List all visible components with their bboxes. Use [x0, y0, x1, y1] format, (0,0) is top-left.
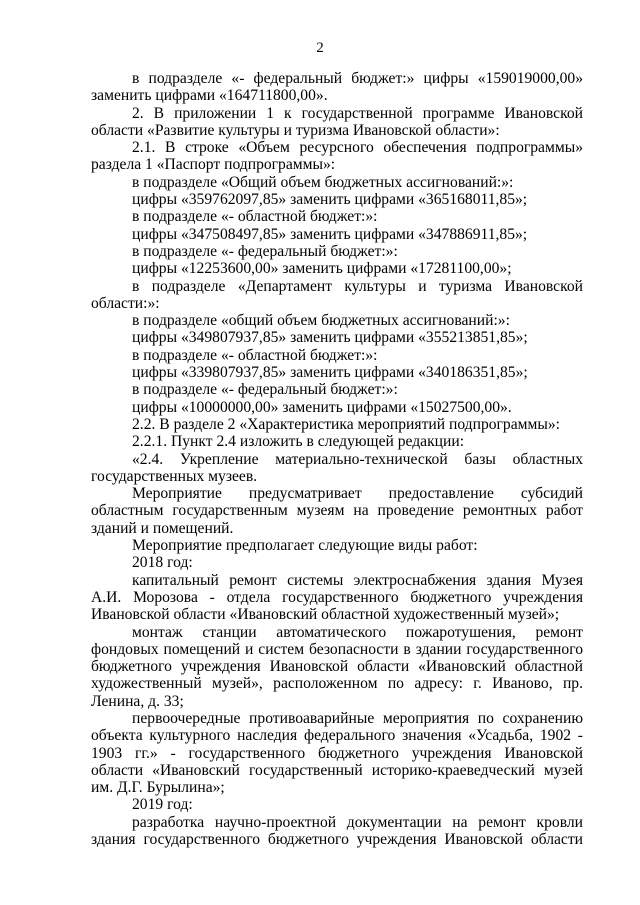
paragraph: 2.1. В строке «Объем ресурсного обеспечения подпрограммы» раздела 1 «Паспорт подпрограммы»: [91, 139, 583, 174]
paragraph: монтаж станции автоматического пожаротушения, ремонт фондовых помещений и систем безопасности в здании государственного бюджетного учреждения Ивановской области «Ивановский областной художественный музей», расположенном по адресу: г. Иваново, пр. Ленина, д. 33; [91, 623, 583, 710]
paragraph: «2.4. Укрепление материально-технической базы областных государственных музеев. [91, 450, 583, 485]
paragraph: в подразделе «- федеральный бюджет:»: [132, 381, 398, 399]
paragraph: в подразделе «- федеральный бюджет:»: [132, 242, 398, 260]
paragraph: 2.2.1. Пункт 2.4 изложить в следующей редакции: [132, 433, 465, 451]
paragraph: цифры «359762097,85» заменить цифрами «365168011,85»; [132, 191, 528, 209]
page-number: 2 [316, 40, 324, 56]
paragraph: капитальный ремонт системы электроснабжения здания Музея А.И. Морозова - отдела государственного бюджетного учреждения Ивановской области «Ивановский областной художественный музей»; [91, 571, 583, 624]
paragraph: цифры «12253600,00» заменить цифрами «17281100,00»; [132, 260, 512, 278]
document-body [91, 70, 583, 848]
paragraph: Мероприятие предусматривает предоставление субсидий областным государственным музеям на проведение ремонтных работ зданий и помещений. [91, 485, 583, 537]
paragraph: цифры «349807937,85» заменить цифрами «355213851,85»; [132, 329, 528, 347]
paragraph: первоочередные противоаварийные мероприятия по сохранению объекта культурного наследия федерального значения «Усадьба, 1902 - 1903 гг.» - государственного бюджетного учреждения Ивановской области «Ивановский государственный историко-краеведческий музей им. Д.Г. Бурылина»; [91, 709, 583, 797]
paragraph: разработка научно-проектной документации на ремонт кровли здания государственного бюджетного учреждения Ивановской области [91, 813, 583, 849]
paragraph: 2019 год: [132, 796, 193, 814]
paragraph: в подразделе «- областной бюджет:»: [132, 346, 378, 364]
paragraph: 2.2. В разделе 2 «Характеристика мероприятий подпрограммы»: [132, 415, 560, 433]
paragraph: в подразделе «Департамент культуры и туризма Ивановской области:»: [91, 277, 583, 312]
paragraph: в подразделе «- федеральный бюджет:» цифры «159019000,00» заменить цифрами «164711800,00». [91, 70, 583, 105]
paragraph: 2. В приложении 1 к государственной программе Ивановской области «Развитие культуры и туризма Ивановской области»: [91, 104, 583, 139]
paragraph: в подразделе «- областной бюджет:»: [132, 208, 378, 226]
paragraph: цифры «10000000,00» заменить цифрами «15027500,00». [132, 398, 512, 416]
paragraph: в подразделе «общий объем бюджетных ассигнований:»: [132, 312, 510, 330]
paragraph: Мероприятие предполагает следующие виды работ: [132, 537, 478, 555]
paragraph: 2018 год: [132, 554, 193, 572]
paragraph: цифры «339807937,85» заменить цифрами «340186351,85»; [132, 364, 528, 382]
paragraph: цифры «347508497,85» заменить цифрами «347886911,85»; [132, 225, 528, 243]
paragraph: в подразделе «Общий объем бюджетных ассигнований:»: [132, 173, 514, 191]
